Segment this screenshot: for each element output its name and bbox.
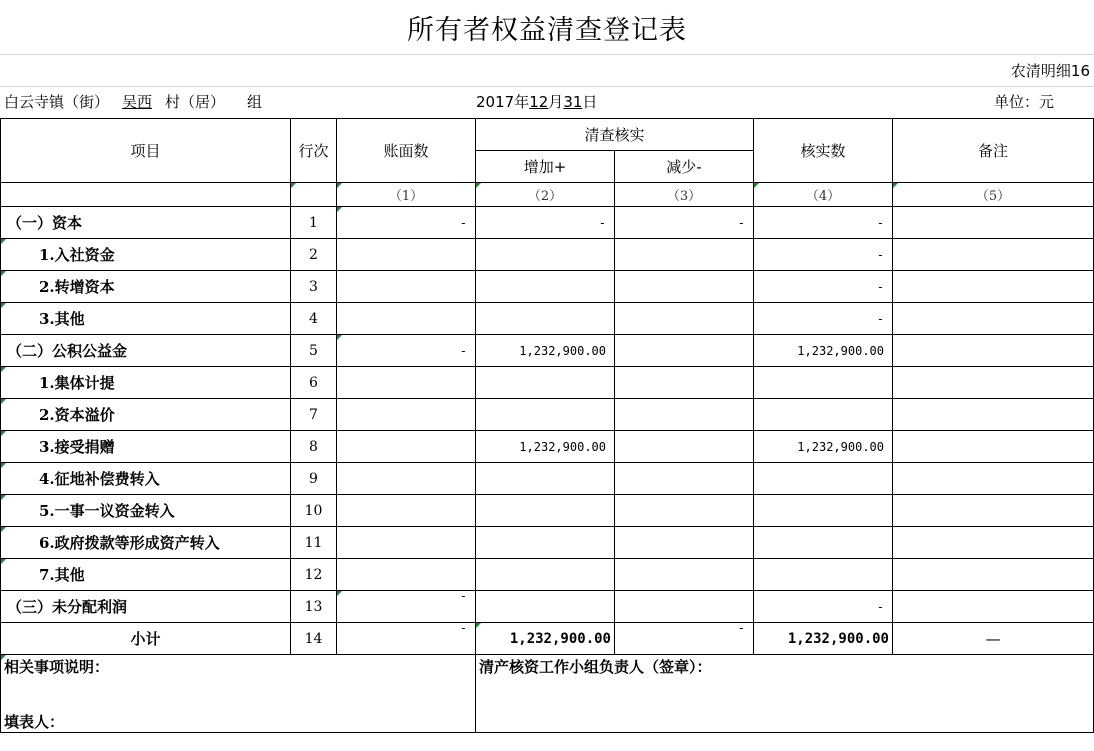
row-remark bbox=[893, 399, 1094, 431]
row-line: 4 bbox=[291, 303, 337, 335]
row-decrease bbox=[615, 431, 754, 463]
row-book bbox=[337, 495, 476, 527]
town-suffix: （街） bbox=[64, 93, 110, 111]
report-date bbox=[476, 88, 597, 116]
header-increase: 增加+ bbox=[476, 151, 615, 183]
table-row bbox=[1, 591, 1094, 623]
leader-signature-label: 清产核资工作小组负责人（签章）： bbox=[476, 655, 1094, 733]
divider bbox=[0, 86, 1094, 87]
row-item: 1.集体计提 bbox=[1, 367, 291, 399]
table-row bbox=[1, 495, 1094, 527]
row-item: 4.征地补偿费转入 bbox=[1, 463, 291, 495]
table-row bbox=[1, 271, 1094, 303]
table-row bbox=[1, 207, 1094, 239]
notes-left bbox=[1, 655, 476, 733]
row-book bbox=[337, 527, 476, 559]
row-remark bbox=[893, 303, 1094, 335]
header-remark: 备注 bbox=[893, 119, 1094, 183]
unit-label: 单位：元 bbox=[994, 93, 1055, 111]
subtotal-label: 小计 bbox=[1, 623, 291, 655]
row-increase: 1,232,900.00 bbox=[476, 431, 615, 463]
row-item: 3.接受捐赠 bbox=[1, 431, 291, 463]
col-number: （1） bbox=[337, 183, 476, 207]
row-line: 9 bbox=[291, 463, 337, 495]
row-remark bbox=[893, 335, 1094, 367]
row-book bbox=[337, 559, 476, 591]
row-line: 1 bbox=[291, 207, 337, 239]
row-book bbox=[337, 431, 476, 463]
subtotal-increase: 1,232,900.00 bbox=[476, 623, 615, 655]
row-decrease: - bbox=[615, 207, 754, 239]
row-verified: - bbox=[754, 303, 893, 335]
row-line: 8 bbox=[291, 431, 337, 463]
table-row bbox=[1, 559, 1094, 591]
year-char: 年 bbox=[514, 93, 530, 111]
row-decrease bbox=[615, 591, 754, 623]
group-suffix: 组 bbox=[247, 93, 263, 111]
row-remark bbox=[893, 463, 1094, 495]
row-item: 2.转增资本 bbox=[1, 271, 291, 303]
row-book bbox=[337, 239, 476, 271]
filler-label: 填表人： bbox=[4, 713, 65, 731]
row-decrease bbox=[615, 399, 754, 431]
town: 白云寺镇 bbox=[4, 93, 65, 111]
row-decrease bbox=[615, 559, 754, 591]
table-row bbox=[1, 399, 1094, 431]
related-notes-label: 相关事项说明： bbox=[4, 658, 110, 676]
row-book: - bbox=[337, 335, 476, 367]
row-remark bbox=[893, 367, 1094, 399]
header-verified: 核实数 bbox=[754, 119, 893, 183]
row-increase bbox=[476, 367, 615, 399]
row-decrease bbox=[615, 495, 754, 527]
row-book: - bbox=[337, 591, 476, 623]
row-increase: 1,232,900.00 bbox=[476, 335, 615, 367]
row-item: 7.其他 bbox=[1, 559, 291, 591]
row-increase bbox=[476, 399, 615, 431]
row-book bbox=[337, 463, 476, 495]
col-number: （3） bbox=[615, 183, 754, 207]
row-book bbox=[337, 303, 476, 335]
row-remark bbox=[893, 239, 1094, 271]
row-verified: 1,232,900.00 bbox=[754, 335, 893, 367]
row-increase bbox=[476, 239, 615, 271]
row-verified: - bbox=[754, 271, 893, 303]
form-id: 农清明细16 bbox=[1010, 62, 1090, 80]
row-verified: - bbox=[754, 207, 893, 239]
row-line: 12 bbox=[291, 559, 337, 591]
row-line: 5 bbox=[291, 335, 337, 367]
row-remark bbox=[893, 207, 1094, 239]
day: 31 bbox=[563, 93, 583, 111]
row-book bbox=[337, 399, 476, 431]
village: 吴西 bbox=[122, 93, 153, 111]
row-increase: - bbox=[476, 207, 615, 239]
row-decrease bbox=[615, 239, 754, 271]
equity-table bbox=[0, 118, 1094, 733]
header-line: 行次 bbox=[291, 119, 337, 183]
row-decrease bbox=[615, 367, 754, 399]
row-decrease bbox=[615, 335, 754, 367]
col-number: （2） bbox=[476, 183, 615, 207]
header-book: 账面数 bbox=[337, 119, 476, 183]
row-remark bbox=[893, 495, 1094, 527]
row-line: 3 bbox=[291, 271, 337, 303]
row-item: 3.其他 bbox=[1, 303, 291, 335]
row-line: 7 bbox=[291, 399, 337, 431]
row-line: 10 bbox=[291, 495, 337, 527]
row-verified: 1,232,900.00 bbox=[754, 431, 893, 463]
header-decrease: 减少- bbox=[615, 151, 754, 183]
row-verified bbox=[754, 527, 893, 559]
table-row bbox=[1, 527, 1094, 559]
table-row bbox=[1, 335, 1094, 367]
subtotal-remark: — bbox=[893, 623, 1094, 655]
row-book bbox=[337, 271, 476, 303]
col-number: （5） bbox=[893, 183, 1094, 207]
day-char: 日 bbox=[582, 93, 598, 111]
table-row bbox=[1, 431, 1094, 463]
row-remark bbox=[893, 271, 1094, 303]
header-item: 项目 bbox=[1, 119, 291, 183]
row-line: 13 bbox=[291, 591, 337, 623]
village-suffix: 村（居） bbox=[165, 93, 226, 111]
col-number: （4） bbox=[754, 183, 893, 207]
row-line: 11 bbox=[291, 527, 337, 559]
row-increase bbox=[476, 591, 615, 623]
subtotal-line: 14 bbox=[291, 623, 337, 655]
row-item: （一）资本 bbox=[1, 207, 291, 239]
row-increase bbox=[476, 303, 615, 335]
row-verified bbox=[754, 559, 893, 591]
row-increase bbox=[476, 495, 615, 527]
year: 2017 bbox=[476, 93, 515, 111]
row-item: （三）未分配利润 bbox=[1, 591, 291, 623]
row-remark bbox=[893, 591, 1094, 623]
subtotal-verified: 1,232,900.00 bbox=[754, 623, 893, 655]
table-row bbox=[1, 303, 1094, 335]
row-decrease bbox=[615, 271, 754, 303]
table-row bbox=[1, 367, 1094, 399]
row-decrease bbox=[615, 303, 754, 335]
row-increase bbox=[476, 271, 615, 303]
row-verified bbox=[754, 367, 893, 399]
subtotal-decrease: - bbox=[615, 623, 754, 655]
row-item: 1.入社资金 bbox=[1, 239, 291, 271]
row-verified bbox=[754, 495, 893, 527]
col-number-blank bbox=[1, 183, 291, 207]
row-line: 2 bbox=[291, 239, 337, 271]
row-item: 6.政府拨款等形成资产转入 bbox=[1, 527, 291, 559]
row-item: 5.一事一议资金转入 bbox=[1, 495, 291, 527]
row-verified: - bbox=[754, 591, 893, 623]
row-remark bbox=[893, 431, 1094, 463]
subtotal-book: - bbox=[337, 623, 476, 655]
row-decrease bbox=[615, 463, 754, 495]
row-remark bbox=[893, 527, 1094, 559]
row-increase bbox=[476, 559, 615, 591]
header-verify: 清查核实 bbox=[476, 119, 754, 151]
row-item: （二）公积公益金 bbox=[1, 335, 291, 367]
row-verified bbox=[754, 463, 893, 495]
page-title: 所有者权益清查登记表 bbox=[0, 0, 1094, 55]
row-remark bbox=[893, 559, 1094, 591]
col-number-blank bbox=[291, 183, 337, 207]
location-info bbox=[4, 88, 262, 116]
row-decrease bbox=[615, 527, 754, 559]
row-item: 2.资本溢价 bbox=[1, 399, 291, 431]
month-char: 月 bbox=[548, 93, 564, 111]
row-verified bbox=[754, 399, 893, 431]
row-book: - bbox=[337, 207, 476, 239]
row-line: 6 bbox=[291, 367, 337, 399]
subtotal-row bbox=[1, 623, 1094, 655]
table-row bbox=[1, 463, 1094, 495]
row-increase bbox=[476, 463, 615, 495]
table-row bbox=[1, 239, 1094, 271]
row-increase bbox=[476, 527, 615, 559]
month: 12 bbox=[529, 93, 549, 111]
row-book bbox=[337, 367, 476, 399]
row-verified: - bbox=[754, 239, 893, 271]
